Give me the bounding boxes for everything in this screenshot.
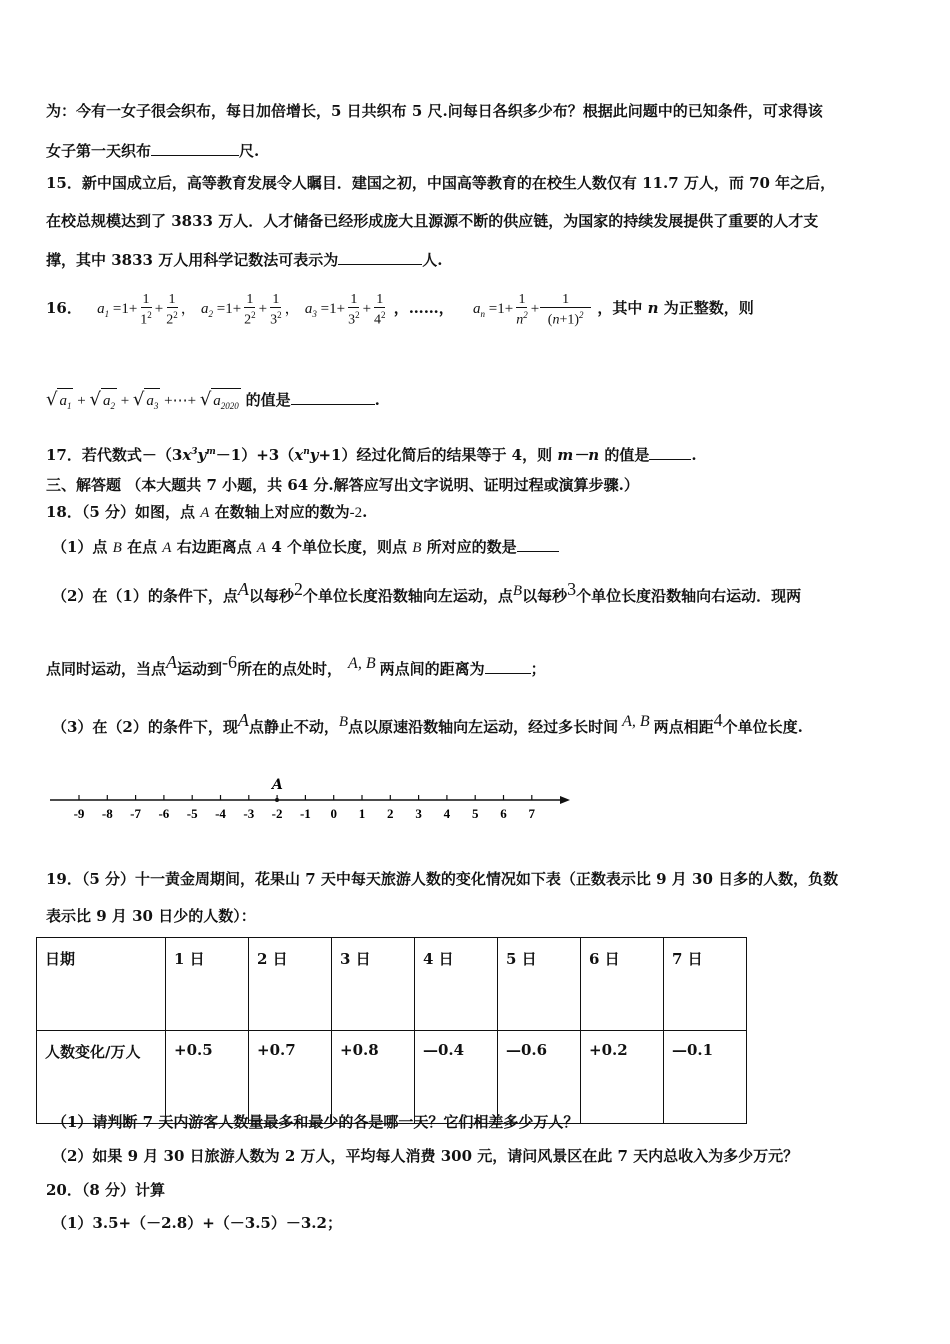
number-line-tick-label: -8 <box>101 806 113 821</box>
q15-answer-blank <box>338 248 422 265</box>
number-line-tick-label: -2 <box>271 806 283 821</box>
q16-number: 16． <box>46 299 82 317</box>
table-cell: +0.2 <box>581 1031 664 1124</box>
tourism-table <box>36 937 747 1124</box>
number-line-tick-label: 3 <box>415 806 422 821</box>
table-header-cell: 6 日 <box>581 938 664 1031</box>
q15-line3-pre: 撑，其中 3833 万人用科学记数法可表示为 <box>46 251 339 269</box>
q17-end: . <box>691 446 697 464</box>
number-line-tick-label: 1 <box>358 806 366 821</box>
q19-part1: （1）请判断 7 天内游客人数量最多和最少的各是哪一天？它们相差多少万人？ <box>52 1113 579 1131</box>
table-cell: —0.1 <box>664 1031 747 1124</box>
q16-sequence-line: 16． $a_1 =1+$ $\frac{1}{1^2}$ + $\frac{1}{2^2}$ ， $a_2 =1+$ $\frac{1}{2^2}$ + $\frac{1}{3^2}$ ， $a_3 =1+$ $\frac{1}{3^2}$ + $\frac{1}{4^2}$ ，……， $a_n =1+$ $\frac{1}{n^2}$ + $\frac{1}{(n+1)^2}$ ，其中 n 为正整数，则 <box>46 291 754 328</box>
q17-term2: $x^ny$ <box>294 446 319 464</box>
q16-answer-blank <box>291 388 375 405</box>
q14-line2 <box>46 139 259 161</box>
point-a-label: A <box>272 777 283 793</box>
table-header-cell: 3 日 <box>332 938 415 1031</box>
number-line-tick-label: -3 <box>243 806 255 821</box>
q16-term-a1: $a_1 =1+$ $\frac{1}{1^2}$ + $\frac{1}{2^2}$ <box>97 291 178 328</box>
q14-answer-blank <box>151 139 239 156</box>
q15-line1: 15．新中国成立后，高等教育发展令人瞩目．建国之初，中国高等教育的在校生人数仅有 11.7 万人，而 70 年之后， <box>46 174 836 192</box>
number-line-tick-label: -4 <box>215 806 226 821</box>
q17-expr: m－n <box>557 446 600 464</box>
number-line-tick-label: 6 <box>500 806 507 821</box>
number-line-tick-label: -6 <box>158 806 170 821</box>
number-line-tick-label: 4 <box>443 806 451 821</box>
table-header-cell: 7 日 <box>664 938 747 1031</box>
q17-line <box>46 442 697 465</box>
q17-pre: 17．若代数式－（3 <box>46 446 183 464</box>
q16-sum-end: . <box>374 391 380 409</box>
table-row <box>37 938 747 1031</box>
q14-line2-pre: 女子第一天织布 <box>46 142 152 160</box>
q16-tail: ，其中 n 为正整数，则 <box>597 299 754 317</box>
number-line-tick-label: -7 <box>130 806 142 821</box>
q18-part2-line1: （2）在（1）的条件下，点A以每秒2个单位长度沿数轴向左运动，点B以每秒3个单位长度沿数轴向右运动．现两 <box>52 579 802 605</box>
q18-p1-blank <box>517 535 559 552</box>
number-line-tick-label: 2 <box>387 806 394 821</box>
q19-line1: 19．（5 分）十一黄金周期间，花果山 7 天中每天旅游人数的变化情况如下表（正数表示比 9 月 30 日多的人数，负数 <box>46 870 839 888</box>
number-line-tick-label: -5 <box>186 806 198 821</box>
q18-part3: （3）在（2）的条件下，现A点静止不动，B点以原速沿数轴向左运动，经过多长时间 A, B 两点相距4个单位长度. <box>52 710 803 736</box>
table-cell: +0.5 <box>166 1031 249 1124</box>
q17-mid1: －1）+3（ <box>215 446 295 464</box>
q16-term-an: $a_n =1+$ $\frac{1}{n^2}$ + $\frac{1}{(n+1)^2}$ <box>473 301 592 317</box>
table-row <box>37 1031 747 1124</box>
q16-sum-line <box>46 388 380 418</box>
number-line-tick-label: -9 <box>73 806 85 821</box>
number-line-tick-label: 7 <box>528 806 536 821</box>
q16-term-a2: $a_2 =1+$ $\frac{1}{2^2}$ + $\frac{1}{3^2}$ <box>201 291 282 328</box>
q15-line3 <box>46 248 442 270</box>
q20-part1: （1）3.5+（－2.8）+（－3.5）－3.2； <box>52 1214 342 1232</box>
section3-heading: 三、解答题 （本大题共 7 小题，共 64 分.解答应写出文字说明、证明过程或演算步骤.） <box>46 476 639 494</box>
number-line-ticks <box>74 795 536 821</box>
q14-line2-post: 尺. <box>239 142 260 160</box>
q19-line2: 表示比 9 月 30 日少的人数）： <box>46 907 256 925</box>
table-header-cell: 1 日 <box>166 938 249 1031</box>
table-cell: 人数变化/万人 <box>37 1031 166 1124</box>
q17-post: 的值是 <box>599 446 650 464</box>
number-line-tick-label: 5 <box>471 806 479 821</box>
number-line-tick-label: 0 <box>330 806 337 821</box>
q15-line2: 在校总规模达到了 3833 万人．人才储备已经形成庞大且源源不断的供应链，为国家的持续发展提供了重要的人才支 <box>46 212 819 230</box>
table-header-cell: 2 日 <box>249 938 332 1031</box>
table-header-cell: 日期 <box>37 938 166 1031</box>
table-cell: +0.7 <box>249 1031 332 1124</box>
q17-term1: $x^3y^m$ <box>182 446 216 464</box>
number-line <box>46 770 586 830</box>
q14-line1: 为：今有一女子很会织布，每日加倍增长，5 日共织布 5 尺.问每日各织多少布？根据此问题中的已知条件，可求得该 <box>46 102 823 120</box>
q18-head: 18．（5 分）如图，点 A 在数轴上对应的数为-2. <box>46 503 368 521</box>
table-cell: —0.6 <box>498 1031 581 1124</box>
q16-ellipsis: ，……， <box>393 299 454 317</box>
table-header-cell: 4 日 <box>415 938 498 1031</box>
point-a-dot <box>275 798 279 802</box>
q19-part2: （2）如果 9 月 30 日旅游人数为 2 万人，平均每人消费 300 元，请问风景区在此 7 天内总收入为多少万元？ <box>52 1147 799 1165</box>
q17-answer-blank <box>649 443 691 460</box>
table-cell: +0.8 <box>332 1031 415 1124</box>
q17-mid2: +1）经过化简后的结果等于 4，则 <box>318 446 558 464</box>
q16-sum-tail: 的值是 <box>245 391 291 409</box>
number-line-tick-label: -1 <box>299 806 311 821</box>
q18-p2-blank <box>485 657 531 674</box>
table-cell: —0.4 <box>415 1031 498 1124</box>
table-header-cell: 5 日 <box>498 938 581 1031</box>
q15-line3-post: 人. <box>422 251 443 269</box>
number-line-arrow <box>560 796 570 804</box>
q16-term-a3: $a_3 =1+$ $\frac{1}{3^2}$ + $\frac{1}{4^2}$ <box>304 291 386 328</box>
q20-head: 20．（8 分）计算 <box>46 1181 166 1199</box>
q16-sum-expression: √ $a_1$ + √ $a_2$ + √ $a_3$ +⋯+ √ $a_{2020}$ <box>46 391 246 409</box>
q18-part1: （1）点 B 在点 A 右边距离点 A 4 个单位长度，则点 B 所对应的数是 <box>52 535 559 558</box>
q18-part2-line2: 点同时运动，当点A运动到-6所在的点处时， A, B 两点间的距离为 ； <box>46 652 546 678</box>
